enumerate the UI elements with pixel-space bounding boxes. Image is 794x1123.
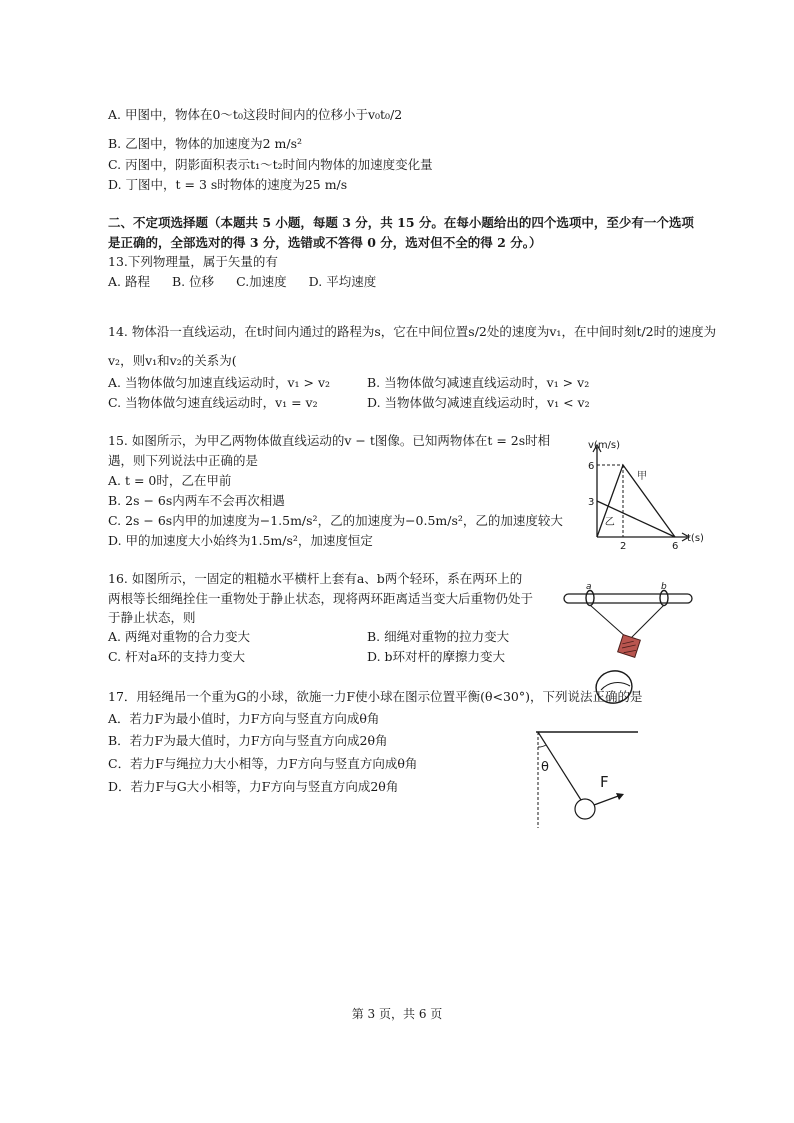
q14-stem-line2: v₂，则v₁和v₂的关系为( <box>108 353 237 368</box>
handwritten-circle-mark <box>592 666 638 710</box>
force-arrow-line <box>594 795 621 805</box>
q16-stem-line1: 16. 如图所示，一固定的粗糙水平横杆上套有a、b两个轻环，系在两环上的 <box>108 571 523 586</box>
q15-option-a: A. t = 0时，乙在甲前 <box>108 473 232 488</box>
ball <box>575 799 595 819</box>
x-tick-label-1: 6 <box>672 541 679 552</box>
q14-option-b: B. 当物体做匀减速直线运动时，v₁ > v₂ <box>367 375 590 390</box>
q14-option-d: D. 当物体做匀减速直线运动时，v₁ < v₂ <box>367 395 590 410</box>
section-heading-line1: 二、不定项选择题（本题共 5 小题，每题 3 分，共 15 分。在每小题给出的四个选项中，至少有一个选项 <box>108 215 694 230</box>
rope-left <box>590 605 627 638</box>
q14-option-c: C. 当物体做匀速直线运动时，v₁ = v₂ <box>108 395 318 410</box>
q15-option-c: C. 2s − 6s内甲的加速度为−1.5m/s²，乙的加速度为−0.5m/s²，乙的加速度较大 <box>108 513 563 528</box>
q17-option-a: A．若力F为最小值时，力F方向与竖直方向成θ角 <box>108 711 380 726</box>
page-footer: 第 3 页，共 6 页 <box>351 1007 443 1021</box>
theta-label: θ <box>541 760 549 775</box>
theta-arc <box>538 745 546 747</box>
q17-option-c: C．若力F与绳拉力大小相等，力F方向与竖直方向成θ角 <box>108 756 418 771</box>
q12-option-c: C. 丙图中，阴影面积表示t₁～t₂时间内物体的加速度变化量 <box>108 157 433 172</box>
q13-options <box>108 273 394 291</box>
q15-stem-line1: 15. 如图所示，为甲乙两物体做直线运动的v − t图像。已知两物体在t = 2s时相 <box>108 433 551 448</box>
q12-option-a: A. 甲图中，物体在0～t₀这段时间内的位移小于v₀t₀/2 <box>108 107 403 122</box>
q12-option-b: B. 乙图中，物体的加速度为2 m/s² <box>108 136 303 151</box>
force-label: F <box>600 773 609 791</box>
series-label-yi: 乙 <box>604 517 615 528</box>
q15-option-b: B. 2s − 6s内两车不会再次相遇 <box>108 493 285 508</box>
q16-option-c: C. 杆对a环的支持力变大 <box>108 649 246 664</box>
x-tick-label-0: 2 <box>620 541 627 552</box>
q13-stem: 13.下列物理量，属于矢量的有 <box>108 254 278 269</box>
y-tick-label-1: 6 <box>588 461 595 472</box>
x-axis-label: t(s) <box>687 533 704 544</box>
q17-option-d: D．若力F与G大小相等，力F方向与竖直方向成2θ角 <box>108 779 399 794</box>
q13-option-d: D. 平均速度 <box>308 274 377 289</box>
rope-right <box>631 605 664 638</box>
q16-option-d: D. b环对杆的摩擦力变大 <box>367 649 506 664</box>
q12-option-d: D. 丁图中，t = 3 s时物体的速度为25 m/s <box>108 177 348 192</box>
q16-option-a: A. 两绳对重物的合力变大 <box>108 629 250 644</box>
q16-stem-line2: 两根等长细绳拴住一重物处于静止状态，现将两环距离适当变大后重物仍处于 <box>108 591 534 606</box>
q13-option-c: C.加速度 <box>236 274 287 289</box>
series-label-jia: 甲 <box>637 471 647 482</box>
weight-block <box>618 635 641 658</box>
ring-a-label: a <box>586 582 592 592</box>
q17-option-b: B．若力F为最大值时，力F方向与竖直方向成2θ角 <box>108 733 388 748</box>
q15-vt-chart <box>575 435 715 550</box>
q13-option-a: A. 路程 <box>108 274 150 289</box>
q14-stem-line1: 14. 物体沿一直线运动，在t时间内通过的路程为s，它在中间位置s/2处的速度为v₁，在中间时刻t/2时的速度为 <box>108 324 717 339</box>
section-heading-line2: 是正确的，全部选对的得 3 分，选错或不答得 0 分，选对但不全的得 2 分。） <box>108 235 542 250</box>
q16-stem-line3: 于静止状态，则 <box>108 610 196 625</box>
q15-stem-line2: 遇，则下列说法中正确的是 <box>108 453 259 468</box>
y-tick-label-0: 3 <box>588 497 595 508</box>
q16-figure <box>560 580 700 670</box>
q15-option-d: D. 甲的加速度大小始终为1.5m/s²，加速度恒定 <box>108 533 373 548</box>
q17-stem: 17．用轻绳吊一个重为G的小球，欲施一力F使小球在图示位置平衡(θ<30°)，下列说法正确的是 <box>108 689 643 704</box>
y-axis-label: v(m/s) <box>588 440 621 451</box>
q13-option-b: B. 位移 <box>171 274 215 289</box>
q14-option-a: A. 当物体做匀加速直线运动时，v₁ > v₂ <box>108 375 331 390</box>
q17-figure <box>528 725 648 835</box>
ring-b-label: b <box>661 582 667 592</box>
horizontal-bar <box>564 594 692 603</box>
q16-option-b: B. 细绳对重物的拉力变大 <box>367 629 510 644</box>
